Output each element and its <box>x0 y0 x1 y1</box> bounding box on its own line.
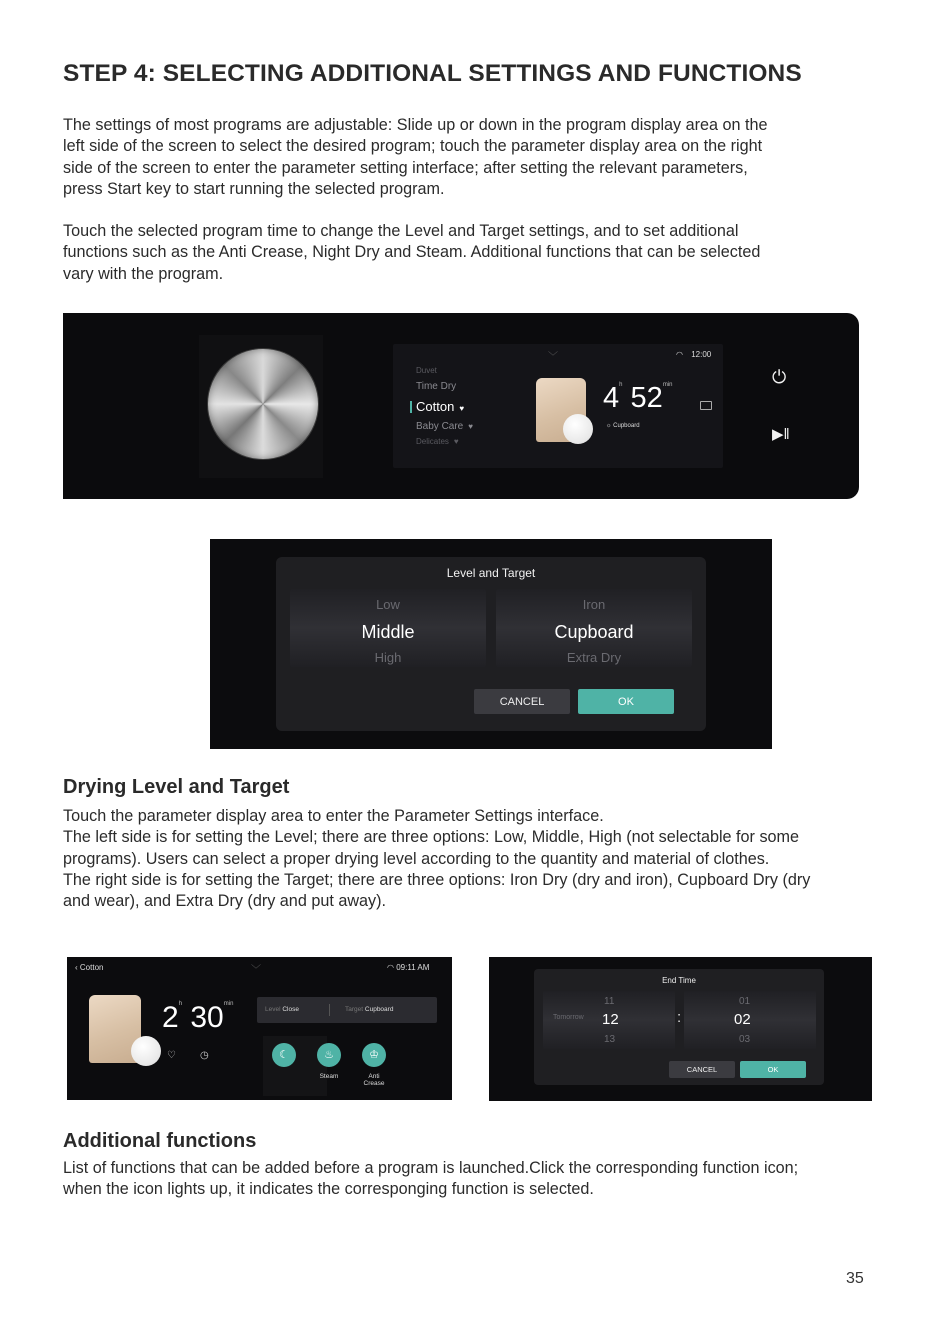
minutes-unit: min <box>223 1001 234 1007</box>
target-label <box>606 423 640 429</box>
page-number: 35 <box>846 1270 864 1287</box>
hours-unit: h <box>178 1001 183 1007</box>
program-knob[interactable] <box>208 349 318 459</box>
chevron-left-icon: ‹ <box>75 963 78 972</box>
functions-line: List of functions that can be added before a program is launched.Click the corresponding function icon; <box>63 1159 799 1177</box>
end-time-dialog <box>534 969 824 1085</box>
sun-icon: ☼ <box>606 423 612 429</box>
program-item-delicates[interactable] <box>416 437 459 446</box>
steam-label: Steam <box>319 1073 339 1080</box>
divider <box>329 1004 330 1016</box>
program-item-label: Cotton <box>416 399 455 414</box>
level-label: Level <box>265 1006 281 1013</box>
target-value: Cupboard <box>364 1006 394 1013</box>
cotton-image <box>563 414 593 444</box>
program-item-label: Delicates <box>416 437 449 446</box>
functions-line: when the icon lights up, it indicates the corresponging function is selected. <box>63 1180 594 1199</box>
function-area <box>263 1036 327 1096</box>
play-pause-icon[interactable]: ▶‖ <box>772 426 790 443</box>
function-screen-image <box>67 957 452 1100</box>
program-time[interactable] <box>603 382 672 415</box>
hour-picker[interactable] <box>543 991 675 1049</box>
cancel-button[interactable]: CANCEL <box>669 1061 735 1078</box>
page-heading: STEP 4: SELECTING ADDITIONAL SETTINGS AND FUNCTIONS <box>63 60 802 87</box>
dialog-title: End Time <box>662 976 696 985</box>
hour-option-below[interactable]: 13 <box>604 1034 616 1045</box>
clock-icon[interactable]: ◷ <box>200 1050 209 1061</box>
level-option-selected[interactable]: Middle <box>361 622 415 642</box>
program-item-cotton[interactable] <box>416 399 464 414</box>
hour-option-above[interactable]: 11 <box>604 996 615 1007</box>
wifi-icon: ◠ <box>387 963 394 972</box>
status-bar <box>676 350 711 359</box>
minute-option-below[interactable]: 03 <box>739 1034 751 1045</box>
end-time-image <box>489 957 872 1101</box>
program-item-duvet[interactable]: Duvet <box>416 366 437 375</box>
level-option-below[interactable]: High <box>374 650 402 665</box>
section-title-functions: Additional functions <box>63 1130 257 1152</box>
dialog-title: Level and Target <box>446 566 536 580</box>
minute-option-above[interactable]: 01 <box>739 996 751 1007</box>
hours-unit: h <box>619 382 623 388</box>
minutes-unit: min <box>662 382 673 388</box>
drying-line: and wear), and Extra Dry (dry and put away). <box>63 892 386 911</box>
intro-line: press Start key to start running the selected program. <box>63 179 445 198</box>
back-button[interactable] <box>75 963 103 972</box>
clock: 12:00 <box>691 350 712 359</box>
heart-icon[interactable]: ♡ <box>167 1050 176 1061</box>
chevron-down-icon[interactable]: ﹀ <box>251 965 261 976</box>
drying-line: programs). Users can select a proper drying level according to the quantity and material of clothes. <box>63 849 770 868</box>
level-target-dialog <box>276 557 706 731</box>
intro2-line: functions such as the Anti Crease, Night Dry and Steam. Additional functions that can be selected <box>63 243 761 262</box>
ok-button[interactable]: OK <box>740 1061 806 1078</box>
day-label: Tomorrow <box>553 1014 584 1021</box>
program-item-baby-care[interactable] <box>416 421 473 432</box>
steam-icon[interactable]: ♨ <box>317 1043 341 1067</box>
hours-value: 2 <box>162 1001 179 1034</box>
target-option-selected[interactable]: Cupboard <box>554 622 634 642</box>
program-time[interactable] <box>162 1001 233 1035</box>
intro2-line: vary with the program. <box>63 264 224 283</box>
level-option-above[interactable]: Low <box>376 597 400 612</box>
program-item-time-dry[interactable]: Time Dry <box>416 381 457 392</box>
program-display <box>393 344 723 468</box>
target-picker[interactable] <box>496 589 692 667</box>
program-item-label: Baby Care <box>416 421 464 432</box>
drying-line: The left side is for setting the Level; there are three options: Low, Middle, High (not selectable for some <box>63 828 800 847</box>
status-bar <box>387 963 429 972</box>
minute-picker[interactable] <box>684 991 816 1049</box>
anti-crease-label: Anti Crease <box>363 1073 385 1087</box>
minutes-value: 52 <box>630 382 663 414</box>
ok-button[interactable]: OK <box>578 689 674 714</box>
level-picker[interactable] <box>290 589 486 667</box>
parameter-bar[interactable] <box>257 997 437 1023</box>
cancel-button[interactable]: CANCEL <box>474 689 570 714</box>
anti-crease-icon[interactable]: ♔ <box>362 1043 386 1067</box>
settings-icon[interactable] <box>700 401 712 410</box>
level-value: Close <box>282 1006 299 1013</box>
heart-icon: ♥ <box>459 404 465 413</box>
target-option-below[interactable]: Extra Dry <box>566 650 622 665</box>
hours-value: 4 <box>603 382 620 414</box>
back-label: Cotton <box>79 963 104 972</box>
night-dry-icon[interactable]: ☾ <box>272 1043 296 1067</box>
heart-icon: ♥ <box>453 437 459 446</box>
target-value: Cupboard <box>613 423 640 429</box>
heart-icon: ♥ <box>468 422 473 431</box>
time-separator: : <box>677 1009 682 1026</box>
level-target-image <box>210 539 772 749</box>
hour-option-selected[interactable]: 12 <box>602 1011 619 1028</box>
intro-line: left side of the screen to select the desired program; touch the parameter display area on the right <box>63 137 763 156</box>
intro-line: side of the screen to enter the parameter setting interface; after setting the relevant parameters, <box>63 158 748 177</box>
minute-option-selected[interactable]: 02 <box>734 1011 751 1028</box>
power-icon[interactable]: ⏻ <box>772 367 787 387</box>
cotton-image <box>131 1036 161 1066</box>
intro2-paragraph <box>63 221 883 285</box>
chevron-down-icon[interactable]: ﹀ <box>548 352 558 363</box>
target-label: Target <box>345 1006 364 1013</box>
target-option-above[interactable]: Iron <box>582 597 606 612</box>
drying-paragraph <box>63 806 883 912</box>
drying-line: The right side is for setting the Target; there are three options: Iron Dry (dry and iron), Cupboard Dry (dry <box>63 870 811 889</box>
drying-line: Touch the parameter display area to enter the Parameter Settings interface. <box>63 807 604 825</box>
section-title-drying: Drying Level and Target <box>63 776 290 798</box>
wifi-icon: ◠ <box>676 350 683 359</box>
intro-line: The settings of most programs are adjustable: Slide up or down in the program display area on the <box>63 116 768 134</box>
control-panel-image <box>63 313 859 499</box>
intro-paragraph <box>63 115 883 200</box>
intro2-line: Touch the selected program time to change the Level and Target settings, and to set additional <box>63 222 739 240</box>
minutes-value: 30 <box>190 1001 224 1034</box>
functions-paragraph <box>63 1158 893 1201</box>
clock: 09:11 AM <box>396 963 430 972</box>
